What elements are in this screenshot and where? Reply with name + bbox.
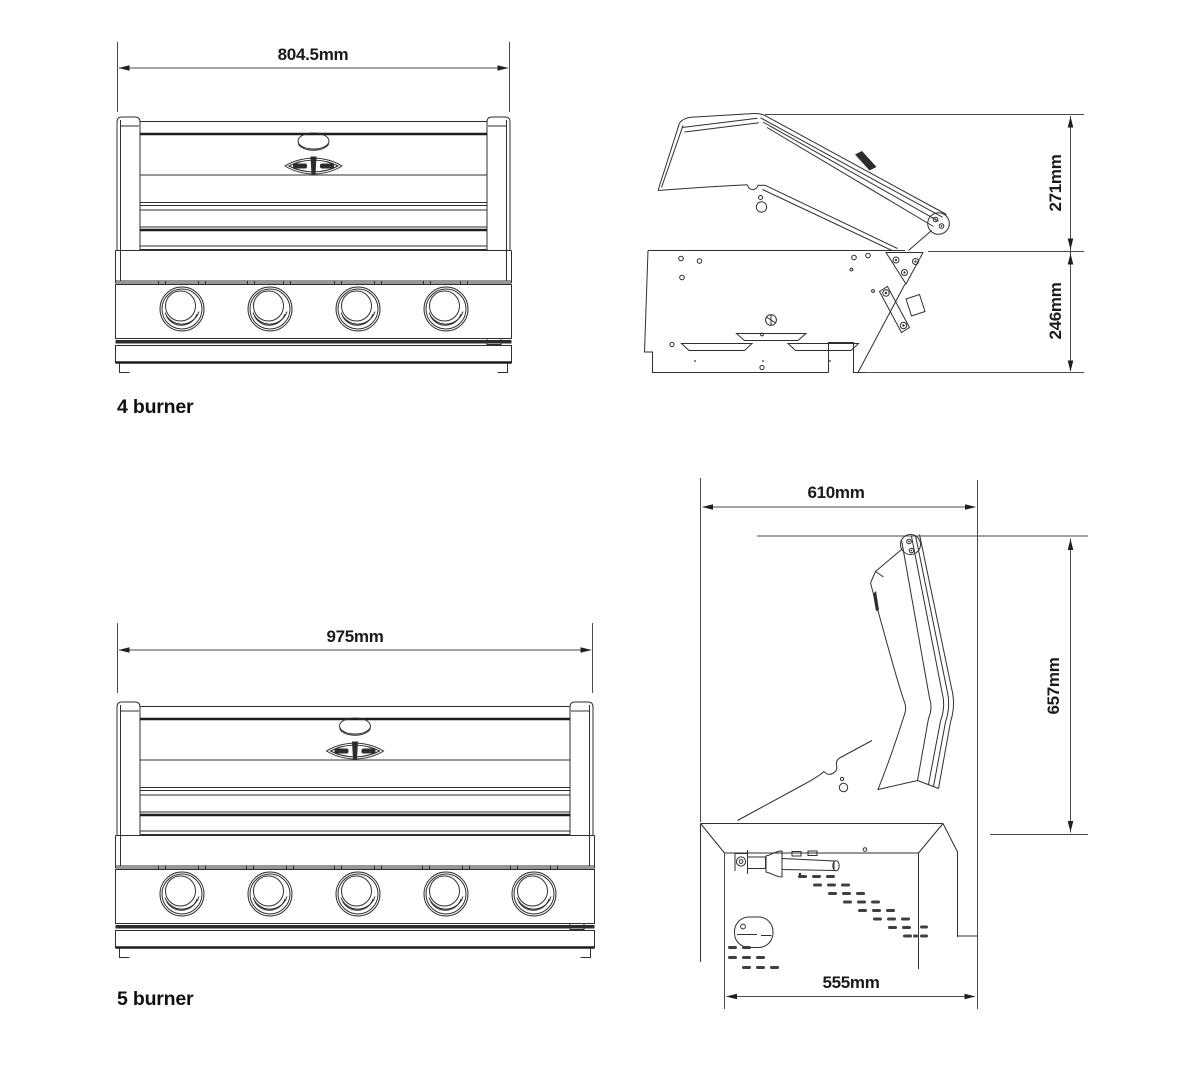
grill-mid-band-front xyxy=(116,836,595,869)
front4-width-dimension: 804.5mm xyxy=(277,45,349,64)
front-view-4-burner xyxy=(116,42,512,373)
base-front xyxy=(116,339,512,373)
side4-hood-height-dimension: 271mm xyxy=(1046,154,1065,212)
access-port-icon xyxy=(735,917,774,948)
hood-latch-mark xyxy=(873,591,879,611)
cutout-enclosure-box xyxy=(701,824,978,970)
side-view-4-burner xyxy=(645,114,1085,373)
front-view-5-burner xyxy=(116,623,595,958)
five-burner-model-label: 5 burner xyxy=(117,988,194,1010)
control-panel-front xyxy=(116,281,512,339)
firebox-side xyxy=(645,251,926,373)
side-view-5-burner-open xyxy=(701,478,1089,1009)
side4-body-height-dimension: 246mm xyxy=(1046,282,1065,340)
vent-slots xyxy=(728,875,928,969)
firebox-side-open xyxy=(738,741,873,821)
four-burner-model-label: 4 burner xyxy=(117,396,194,418)
dimensions-610-657-555 xyxy=(701,478,1089,1009)
grill-hood-front xyxy=(117,117,510,250)
front5-width-dimension: 975mm xyxy=(326,627,384,646)
side5-open-hood-height-dimension: 657mm xyxy=(1044,657,1063,715)
grill-hood-front xyxy=(117,702,593,835)
control-panel-front xyxy=(116,866,595,924)
hood-side-closed xyxy=(658,114,949,251)
gas-valve-icon xyxy=(766,315,777,326)
side5-bottom-depth-dimension: 555mm xyxy=(822,973,880,992)
hinge-arm xyxy=(880,287,910,333)
side5-top-depth-dimension: 610mm xyxy=(807,483,865,502)
base-front xyxy=(116,924,595,958)
gas-burner-assembly-icon xyxy=(735,850,839,877)
hood-handle-mount-icon xyxy=(855,151,877,171)
grill-mid-band-front xyxy=(116,251,512,284)
hood-side-open xyxy=(871,535,954,790)
height-dimensions-271-246 xyxy=(765,115,1084,373)
